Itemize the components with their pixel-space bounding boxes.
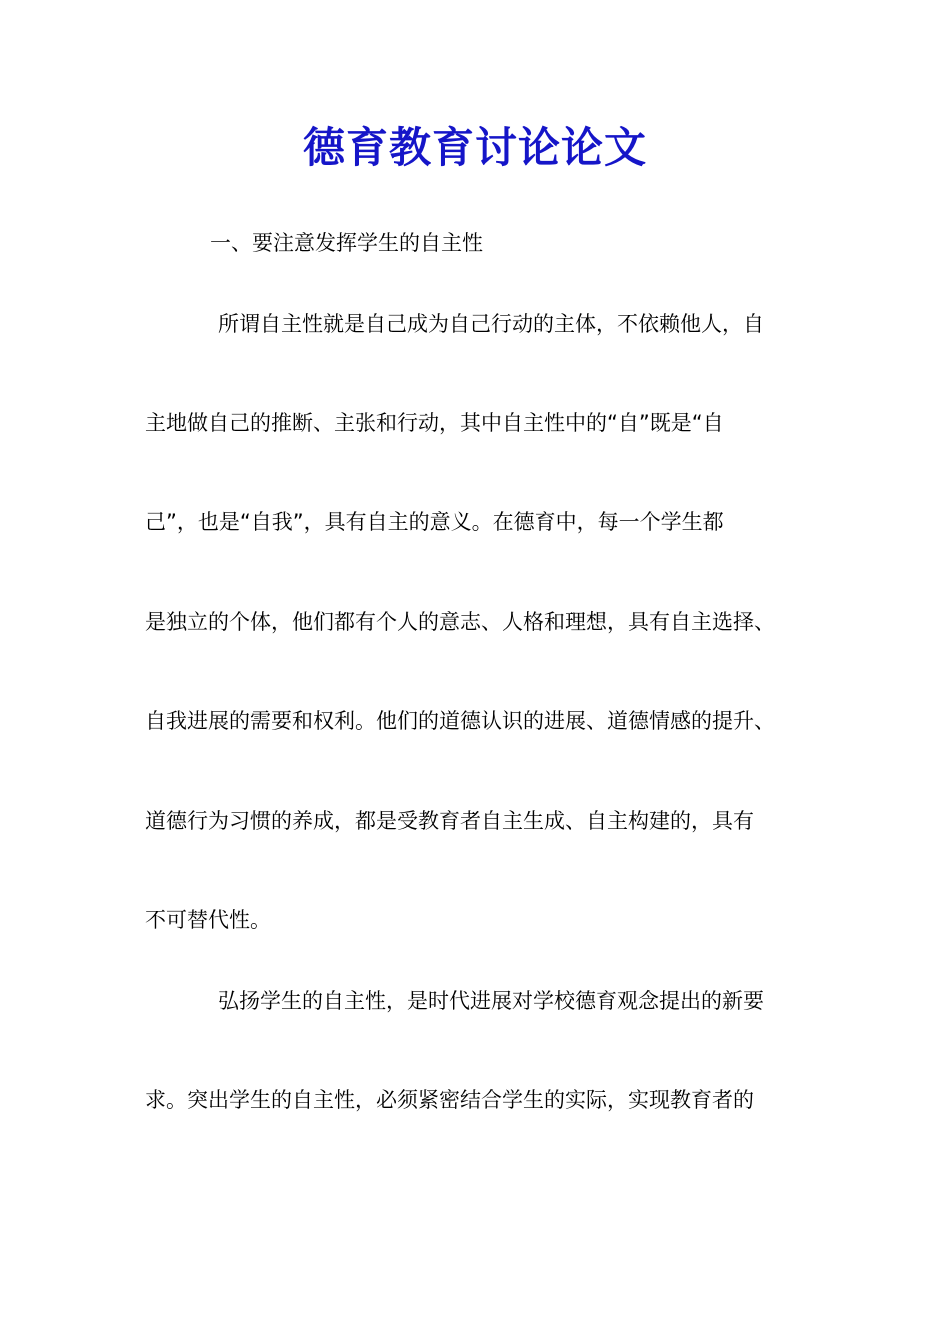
paragraph-1-line-1: 所谓自主性就是自己成为自己行动的主体，不依赖他人，自	[218, 312, 764, 336]
document-title: 德育教育讨论论文	[302, 123, 647, 172]
paragraph-2-line-1: 弘扬学生的自主性，是时代进展对学校德育观念提出的新要	[218, 989, 764, 1013]
section-heading: 一、要注意发挥学生的自主性	[210, 231, 483, 255]
paragraph-1-line-3: 己”，也是“自我”，具有自主的意义。在德育中，每一个学生都	[145, 510, 724, 534]
paragraph-1-line-5: 自我进展的需要和权利。他们的道德认识的进展、道德情感的提升、	[145, 709, 775, 733]
paragraph-1-line-7: 不可替代性。	[145, 908, 271, 932]
paragraph-1-line-4: 是独立的个体，他们都有个人的意志、人格和理想，具有自主选择、	[145, 610, 775, 634]
paragraph-1-line-6: 道德行为习惯的养成，都是受教育者自主生成、自主构建的，具有	[145, 809, 754, 833]
paragraph-2-line-2: 求。突出学生的自主性，必须紧密结合学生的实际，实现教育者的	[145, 1088, 754, 1112]
paragraph-1-line-2: 主地做自己的推断、主张和行动，其中自主性中的“自”既是“自	[145, 411, 724, 435]
